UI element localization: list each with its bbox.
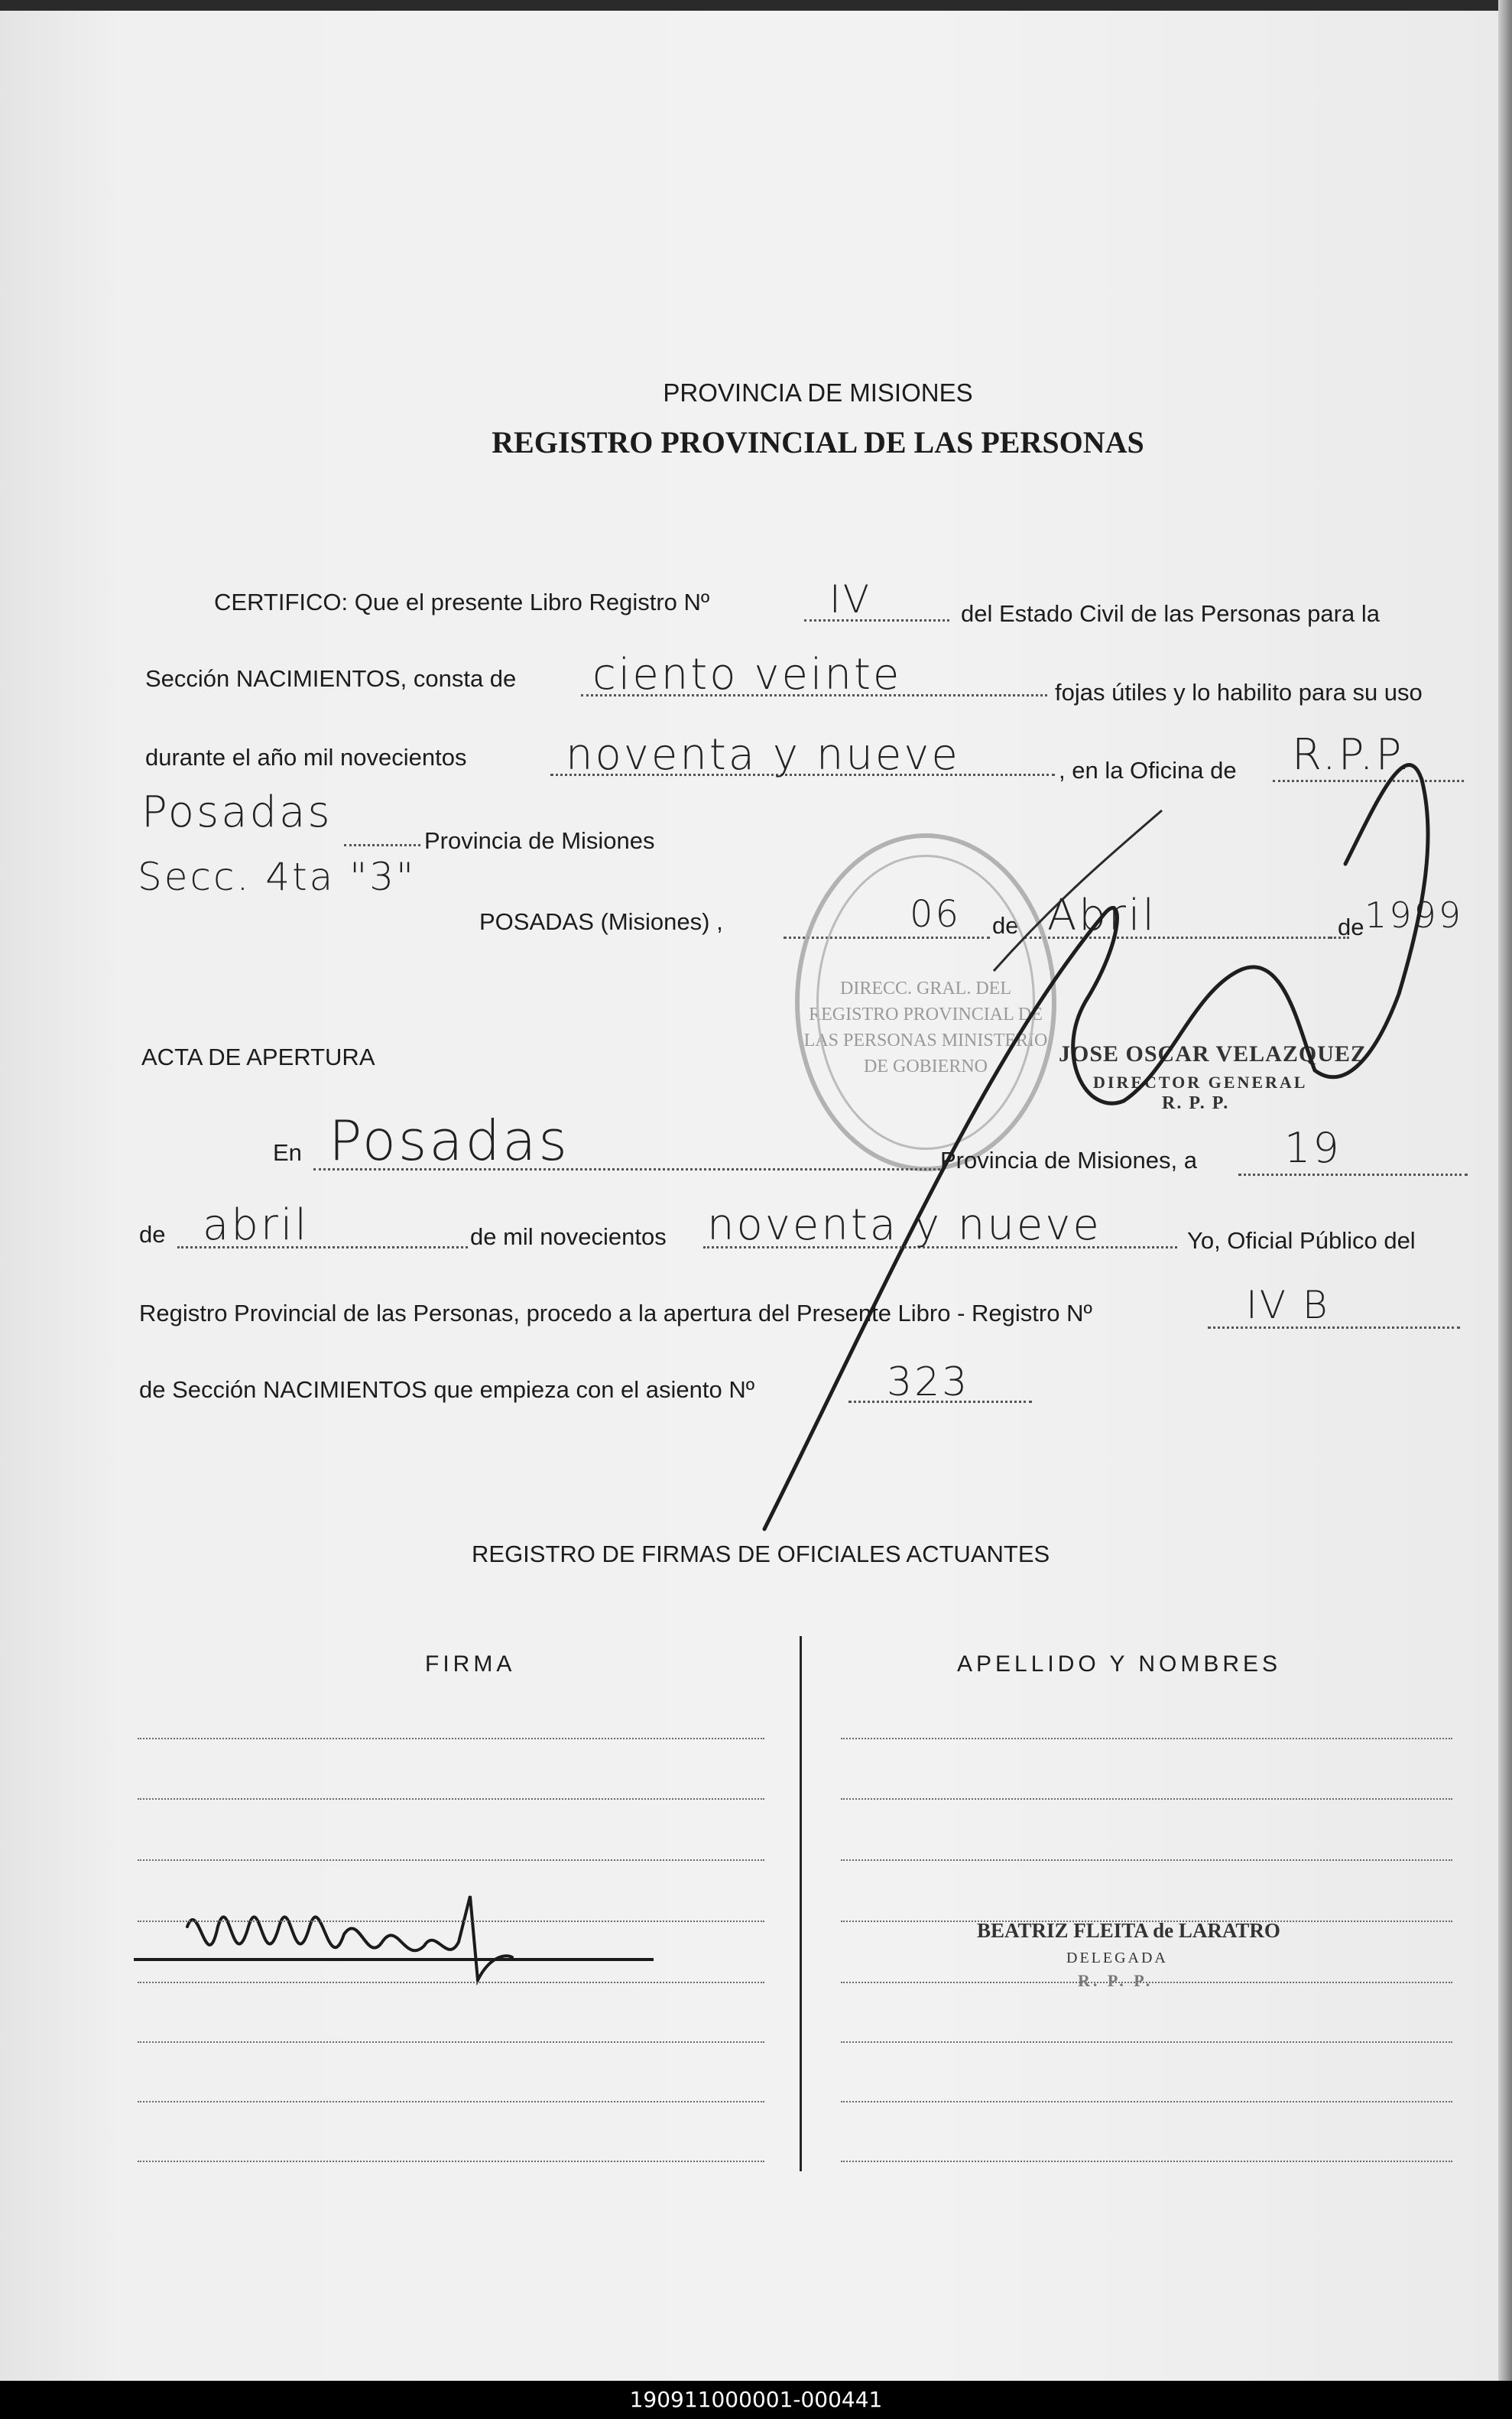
acta-dia: 19	[1284, 1124, 1342, 1172]
registry-title: REGISTRO PROVINCIAL DE LAS PERSONAS	[492, 425, 1144, 459]
cert-line2-a: Sección NACIMIENTOS, consta de	[145, 665, 517, 692]
nombre-row	[841, 2161, 1452, 2162]
acta-lugar: Posadas	[329, 1109, 569, 1173]
acta-mes: abril	[203, 1200, 310, 1250]
cert-fojas: ciento veinte	[592, 650, 902, 700]
document-id-footer: 190911000001-000441	[0, 2381, 1512, 2419]
province-title: PROVINCIA DE MISIONES	[663, 378, 973, 407]
delegate-name: BEATRIZ FLEITA de LARATRO	[977, 1919, 1280, 1942]
cert-libro-numero: IV	[829, 577, 871, 622]
cert-anio-corto: 1999	[1364, 895, 1464, 936]
firma-row	[138, 1798, 764, 1800]
acta-asiento: 323	[887, 1359, 970, 1405]
acta-line4: de Sección NACIMIENTOS que empieza con el asiento Nº	[139, 1376, 755, 1403]
col-firma-header: FIRMA	[425, 1651, 516, 1677]
firma-row	[138, 2101, 764, 2102]
cert-de2: de	[1338, 914, 1364, 940]
acta-heading: ACTA DE APERTURA	[141, 1044, 375, 1070]
column-divider	[800, 1636, 802, 2171]
acta-de: de	[139, 1221, 166, 1248]
acta-anio: noventa y nueve	[707, 1200, 1102, 1250]
acta-en: En	[273, 1139, 302, 1166]
firma-row	[138, 1921, 764, 1922]
cert-seccion: Secc. 4ta "3"	[138, 855, 417, 899]
cert-line3-a: durante el año mil novecientos	[145, 744, 467, 771]
firmas-heading: REGISTRO DE FIRMAS DE OFICIALES ACTUANTES	[472, 1541, 1050, 1567]
director-org: R. P. P.	[1162, 1093, 1230, 1113]
cert-line4-b: Provincia de Misiones	[424, 827, 655, 854]
director-title: DIRECTOR GENERAL	[1093, 1073, 1308, 1092]
nombre-row	[841, 2041, 1452, 2043]
acta-registro: IV B	[1246, 1283, 1330, 1327]
acta-line3: Registro Provincial de las Personas, procedo a la apertura del Presente Libro - Registro Nº	[139, 1300, 1092, 1326]
stamp-text: DIRECC. GRAL. DEL REGISTRO PROVINCIAL DE LAS PERSONAS MINISTERIO DE GOBIERNO	[803, 979, 1048, 1076]
firma-row	[138, 2161, 764, 2162]
cert-fecha-lugar: POSADAS (Misiones) ,	[479, 908, 723, 935]
firma-row	[138, 1859, 764, 1861]
delegate-org: R. P. P.	[1078, 1971, 1153, 1990]
director-name: JOSE OSCAR VELAZQUEZ	[1059, 1041, 1367, 1067]
cert-line1-a: CERTIFICO: Que el presente Libro Registro Nº	[214, 589, 710, 615]
nombre-row	[841, 1738, 1452, 1739]
acta-dots-dia	[1238, 1174, 1468, 1176]
cert-line1-b: del Estado Civil de las Personas para la	[961, 600, 1380, 627]
cert-line3-b: , en la Oficina de	[1059, 757, 1237, 784]
nombre-row	[841, 2101, 1452, 2102]
cert-mes: Abril	[1047, 891, 1157, 940]
nombre-row	[841, 1859, 1452, 1861]
col-nombres-header: APELLIDO Y NOMBRES	[957, 1651, 1282, 1677]
nombre-row	[841, 1798, 1452, 1800]
delegate-title: DELEGADA	[1066, 1950, 1168, 1966]
cert-line2-b: fojas útiles y lo habilito para su uso	[1055, 679, 1423, 706]
cert-oficina: R.P.P.	[1292, 730, 1413, 780]
acta-provincia: Provincia de Misiones, a	[940, 1147, 1197, 1174]
firma-row	[138, 1738, 764, 1739]
cert-de1: de	[992, 912, 1019, 939]
acta-mil: de mil novecientos	[470, 1223, 667, 1250]
acta-oficial: Yo, Oficial Público del	[1187, 1227, 1416, 1254]
firma-row	[138, 2041, 764, 2043]
cert-dia: 06	[910, 893, 962, 936]
cert-anio: noventa y nueve	[566, 730, 960, 780]
cert-localidad: Posadas	[141, 787, 333, 837]
firma-row	[138, 1982, 764, 1983]
